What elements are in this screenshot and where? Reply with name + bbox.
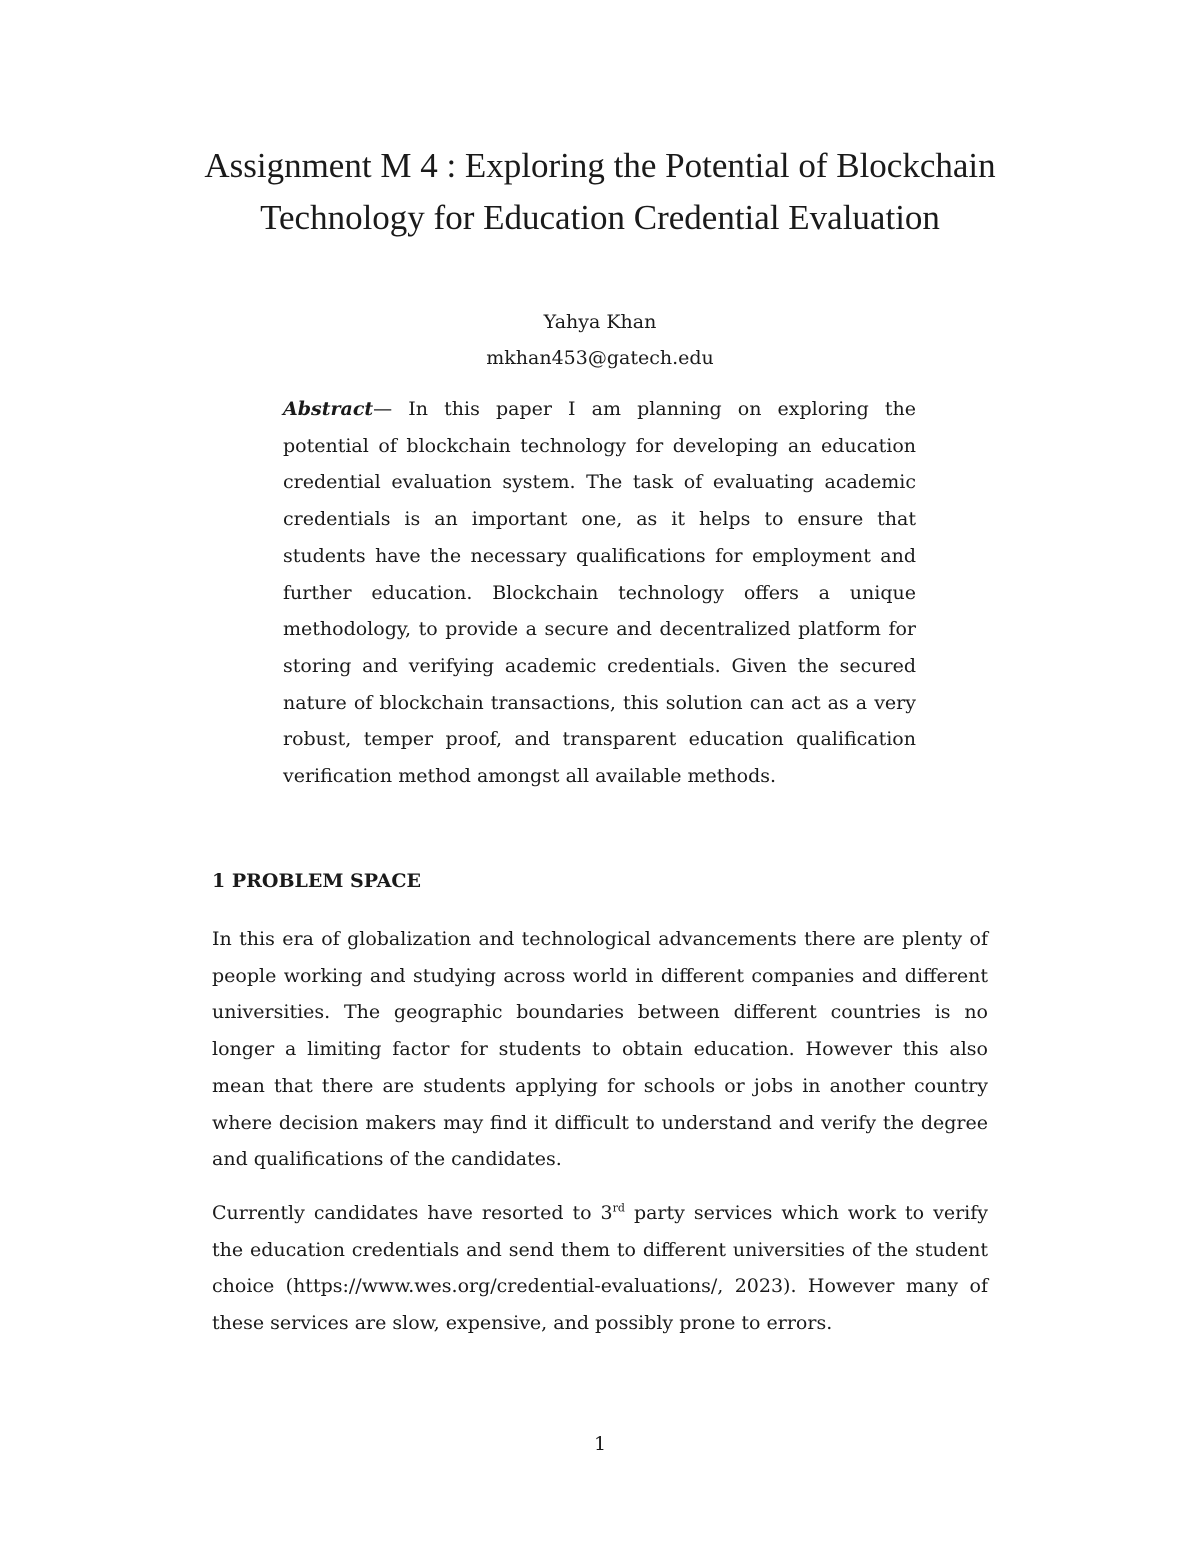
section-heading: 1 PROBLEM SPACE — [212, 870, 421, 892]
body-paragraph-2 — [212, 1195, 988, 1342]
abstract-label: Abstract — [283, 398, 374, 420]
page-number: 1 — [593, 1433, 607, 1455]
paragraph-2-start: Currently candidates have resorted to 3 — [212, 1202, 613, 1224]
paragraph-2-end: party services which work to verify the education credentials and send them to different universities of the student choice (https://www.wes.org/credential-evaluations/, 2023). However many of these services are slow, expensive, and possibly prone to errors. — [212, 1202, 989, 1335]
abstract — [283, 391, 916, 795]
author-name: Yahya Khan — [543, 311, 657, 333]
body-paragraph-1: In this era of globalization and technological advancements there are plenty of people working and studying across world in different companies and different universities. The geographic boundaries between different countries is no longer a limiting factor for students to obtain education. However this also mean that there are students applying for schools or jobs in another country where decision makers may find it difficult to understand and verify the degree and qualifications of the candidates. — [212, 928, 988, 1171]
ordinal-superscript: rd — [612, 1201, 625, 1215]
abstract-text: In this paper I am planning on exploring the potential of blockchain technology for developing an education credential evaluation system. The task of evaluating academic credentials is an important one, as it helps to ensure that students have the necessary qualifications for employment and further education. Blockchain technology offers a unique methodology, to provide a secure and decentralized platform for storing and verifying academic credentials. Given the secured nature of blockchain transactions, this solution can act as a very robust, temper proof, and transparent education qualification verification method amongst all available methods. — [283, 398, 916, 788]
author-email: mkhan453@gatech.edu — [486, 347, 714, 369]
paper-title: Assignment M 4 : Exploring the Potential of Blockchain Technology for Education Credential Evaluation — [204, 146, 996, 237]
abstract-dash: — — [373, 398, 393, 420]
